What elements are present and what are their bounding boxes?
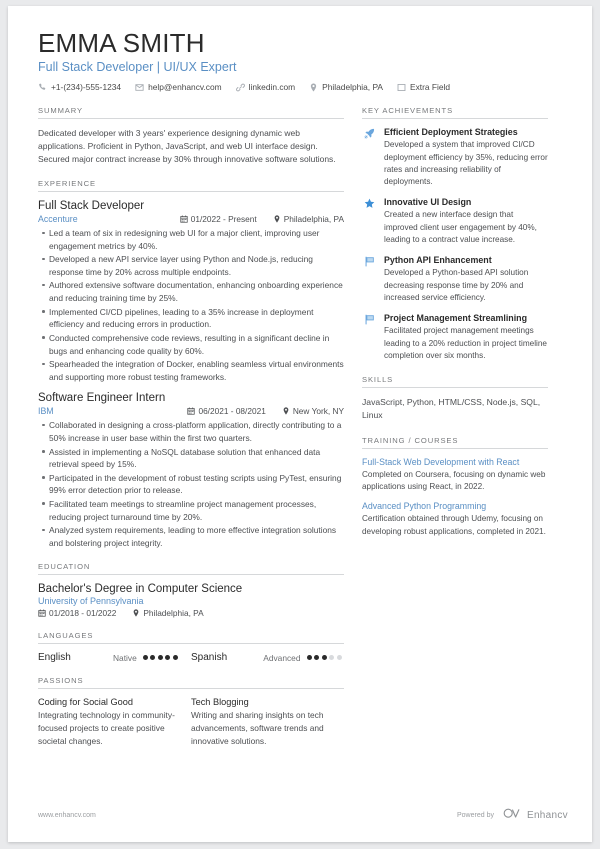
resume-page <box>8 6 592 842</box>
experience-bullet: Implemented CI/CD pipelines, leading to a 35% increase in deployment efficiency and reducing errors in production. <box>49 306 344 331</box>
section-title-languages: LANGUAGES <box>38 631 94 641</box>
contact-text: help@enhancv.com <box>148 82 222 93</box>
proficiency-dot <box>314 655 319 660</box>
job-dates-text: 01/2022 - Present <box>190 214 257 225</box>
course-title[interactable]: Advanced Python Programming <box>362 501 487 512</box>
company-name[interactable]: Accenture <box>38 214 78 225</box>
achievement-description: Facilitated project management meetings leading to a 20% reduction in project timeline completion over six months. <box>384 326 547 360</box>
section-languages <box>38 631 344 663</box>
language-level: Native <box>113 652 137 663</box>
passion-description: Integrating technology in community-focused projects to create positive societal changes. <box>38 710 175 746</box>
flag-icon <box>362 313 377 362</box>
education-location <box>132 608 203 618</box>
job-location <box>273 214 344 224</box>
achievement-description: Developed a Python-based API solution decreasing response time by 20% and increased service efficiency. <box>384 268 529 302</box>
resume-header <box>38 30 568 92</box>
proficiency-dot <box>143 655 148 660</box>
experience-bullet: Participated in the development of robust testing scripts using PyTest, ensuring 99% error detection prior to release. <box>49 472 344 497</box>
experience-entry <box>38 392 344 549</box>
education-dates-text: 01/2018 - 01/2022 <box>49 608 117 619</box>
section-title-summary: SUMMARY <box>38 106 83 116</box>
section-key-achievements <box>362 106 548 362</box>
contact-text: +1-(234)-555-1234 <box>51 82 122 93</box>
job-title: Full Stack Developer <box>38 200 145 213</box>
job-location-text: Philadelphia, PA <box>283 214 344 225</box>
section-passions <box>38 676 344 747</box>
experience-bullets <box>38 419 344 549</box>
passion-item <box>38 697 191 747</box>
achievement-item <box>362 197 548 246</box>
achievement-item <box>362 313 548 362</box>
experience-bullet: Authored extensive software documentation, enhancing onboarding experience and reducing training time by 25%. <box>49 280 343 304</box>
passion-title: Tech Blogging <box>191 697 249 708</box>
contact-item[interactable] <box>236 82 296 92</box>
course-item <box>362 457 548 494</box>
job-location-text: New York, NY <box>292 406 344 417</box>
proficiency-dot <box>158 655 163 660</box>
section-training-courses <box>362 436 548 538</box>
language-level: Advanced <box>263 652 301 663</box>
job-location <box>282 406 344 416</box>
section-title-education: EDUCATION <box>38 562 91 572</box>
section-title-passions: PASSIONS <box>38 676 84 686</box>
divider <box>362 448 548 449</box>
achievement-title: Project Management Streamlining <box>384 313 528 324</box>
school-name[interactable]: University of Pennsylvania <box>38 596 144 607</box>
achievement-description: Created a new interface design that improved client user engagement by 40%, leading to a contract value increase. <box>384 210 537 245</box>
language-item <box>38 652 191 663</box>
tag-icon <box>397 83 406 92</box>
powered-by-label: Powered by <box>457 811 494 819</box>
experience-bullet: Spearheaded the integration of Docker, enabling seamless virtual environments and supporting more robust testing frameworks. <box>49 359 344 382</box>
passion-description: Writing and sharing insights on tech advancements, software trends and innovative solutions. <box>191 710 324 746</box>
section-summary <box>38 106 344 166</box>
section-title-training: TRAINING / COURSES <box>362 435 459 445</box>
brand-name: Enhancv <box>526 809 568 821</box>
candidate-job-title: Full Stack Developer | UI/UX Expert <box>38 60 237 75</box>
experience-bullet: Led a team of six in redesigning web UI for a major client, improving user engagement metrics by 40%. <box>49 227 344 252</box>
candidate-name: EMMA SMITH <box>38 28 205 58</box>
proficiency-dot <box>173 655 178 660</box>
experience-bullet: Assisted in implementing a NoSQL database solution that enhanced data retrieval speed by 15%. <box>49 446 344 471</box>
section-education <box>38 562 344 618</box>
proficiency-dot <box>337 655 342 660</box>
passion-item <box>191 697 344 747</box>
job-dates-text: 06/2021 - 08/2021 <box>198 406 266 417</box>
experience-bullet: Analyzed system requirements, leading to more effective integration solutions and bolstering project integrity. <box>49 524 344 549</box>
skills-text: JavaScript, Python, HTML/CSS, Node.js, SQL, Linux <box>362 397 541 421</box>
proficiency-dot <box>150 655 155 660</box>
left-column <box>38 106 344 747</box>
job-dates <box>180 214 257 224</box>
passion-title: Coding for Social Good <box>38 697 133 708</box>
section-skills <box>362 375 548 423</box>
language-name: Spanish <box>191 652 228 664</box>
proficiency-dots <box>143 655 181 660</box>
location-pin-icon <box>309 83 318 92</box>
course-title[interactable]: Full-Stack Web Development with React <box>362 456 520 467</box>
course-description: Completed on Coursera, focusing on dynamic web applications using React, in 2022. <box>362 469 546 492</box>
divider <box>38 688 344 689</box>
divider <box>362 118 548 119</box>
education-location-text: Philadelphia, PA <box>143 608 204 619</box>
divider <box>38 574 344 575</box>
course-item <box>362 501 548 538</box>
flag-icon <box>362 255 377 304</box>
footer-branding <box>457 806 568 824</box>
summary-text: Dedicated developer with 3 years' experience designing dynamic web applications. Proficient in Python, JavaScript, and web UI interface design. Secured major contract increase by 30% through innovative software solutions. <box>38 128 336 165</box>
experience-bullet: Collaborated in designing a cross-platform application, directly contributing to a 50% increase in user base within the first two quarters. <box>49 419 344 444</box>
achievement-item <box>362 255 548 304</box>
achievement-item <box>362 127 548 188</box>
divider <box>38 643 344 644</box>
contact-item[interactable] <box>38 82 121 92</box>
section-title-key-achievements: KEY ACHIEVEMENTS <box>362 106 454 116</box>
section-title-experience: EXPERIENCE <box>38 179 96 189</box>
contact-text: Philadelphia, PA <box>322 82 384 93</box>
divider <box>38 191 344 192</box>
proficiency-dot <box>322 655 327 660</box>
proficiency-dots <box>307 655 345 660</box>
achievement-title: Python API Enhancement <box>384 255 492 266</box>
contact-text: Extra Field <box>410 82 451 93</box>
proficiency-dot <box>329 655 334 660</box>
enhancv-logo-icon <box>503 806 522 824</box>
contact-bar <box>38 82 568 92</box>
section-title-skills: SKILLS <box>362 375 394 385</box>
divider <box>38 118 344 119</box>
divider <box>362 387 548 388</box>
proficiency-dot <box>165 655 170 660</box>
proficiency-dot <box>307 655 312 660</box>
email-icon <box>135 83 144 92</box>
education-entry <box>38 583 344 618</box>
education-dates <box>38 608 116 618</box>
page-footer <box>38 806 568 824</box>
job-title: Software Engineer Intern <box>38 392 166 405</box>
language-name: English <box>38 652 71 664</box>
experience-entry <box>38 200 344 383</box>
right-column <box>362 106 548 747</box>
experience-bullet: Conducted comprehensive code reviews, resulting in a significant decline in bugs and enhancing code quality by 60%. <box>49 332 344 357</box>
star-icon <box>362 197 377 246</box>
rocket-icon <box>362 127 377 188</box>
achievement-title: Innovative UI Design <box>384 197 472 208</box>
achievement-description: Developed a system that improved CI/CD deployment efficiency by 35%, reducing error rates and increasing reliability of deployments. <box>384 140 548 187</box>
footer-website[interactable]: www.enhancv.com <box>38 811 96 819</box>
course-description: Certification obtained through Udemy, focusing on developing robust applications, completed in 2021. <box>362 514 546 536</box>
contact-text: linkedin.com <box>248 82 296 93</box>
phone-icon <box>38 83 47 92</box>
contact-item[interactable] <box>309 82 383 92</box>
job-dates <box>187 406 265 416</box>
company-name[interactable]: IBM <box>38 406 54 417</box>
achievement-title: Efficient Deployment Strategies <box>384 127 518 138</box>
experience-bullet: Facilitated team meetings to streamline project management processes, reducing project turnaround time by 20%. <box>49 498 344 523</box>
experience-bullet: Developed a new API service layer using Python and Node.js, reducing response time by 20% across multiple endpoints. <box>49 253 344 278</box>
contact-item[interactable] <box>135 82 222 92</box>
link-icon <box>236 83 245 92</box>
degree-title: Bachelor's Degree in Computer Science <box>38 583 243 596</box>
language-item <box>191 652 344 663</box>
section-experience <box>38 179 344 549</box>
contact-item[interactable] <box>397 82 450 92</box>
experience-bullets <box>38 227 344 383</box>
